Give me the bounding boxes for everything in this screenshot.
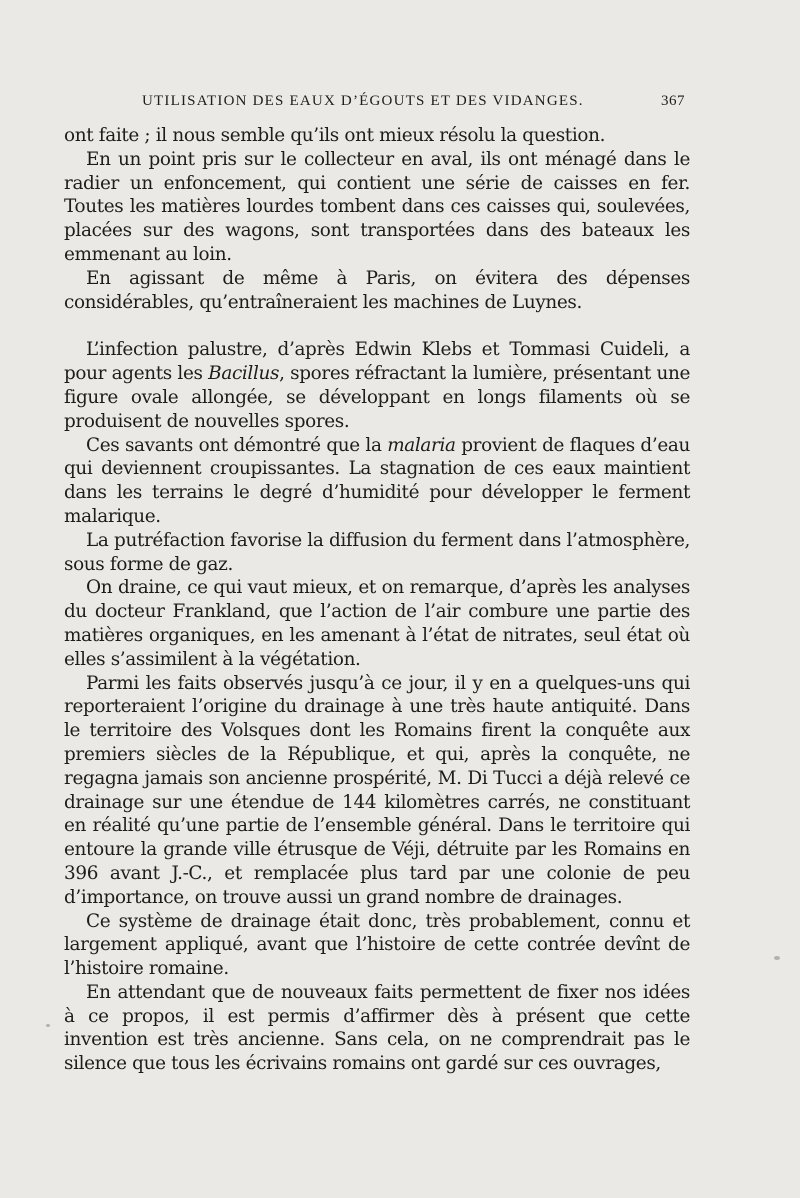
paragraph-invention: En attendant que de nouveaux faits permettent de fixer nos idées à ce propos, il est permis d’affirmer dès à présent que cette invention est très ancienne. Sans cela, on ne comprendrait pas le silence que tous les écrivains romains ont gardé sur ces ouvrages, — [64, 981, 690, 1075]
paragraph-system: Ce système de drainage était donc, très probablement, connu et largement appliqué, avant que l’histoire de cette contrée devînt de l’histoire romaine. — [64, 910, 690, 980]
paper-speck — [774, 956, 780, 960]
malaria-text-after: provient de flaques d’eau qui deviennent croupissantes. La stagnation de ces eaux maintient dans les terrains le degré d’humidité pour développer le ferment malarique. — [64, 434, 690, 527]
paragraph-collecteur: En un point pris sur le collecteur en aval, ils ont ménagé dans le radier un enfoncement, qui contient une série de caisses en fer. Toutes les matières lourdes tombent dans ces caisses qui, soulevées, placées sur des wagons, sont transportées dans des bateaux les emmenant au loin. — [64, 148, 690, 265]
malaria-italic: malaria — [387, 434, 456, 456]
infection-text-after: , spores réfractant la lumière, présentant une figure ovale allongée, se développant en longs filaments où se produisent de nouvelles spores. — [64, 363, 690, 432]
paragraph-malaria — [64, 434, 690, 529]
body-text — [64, 124, 690, 1076]
paragraph-paris: En agissant de même à Paris, on évitera des dépenses considérables, qu’entraîneraient les machines de Luynes. — [64, 267, 690, 313]
paragraph-antiquity: Parmi les faits observés jusqu’à ce jour, il y en a quelques-uns qui reporteraient l’origine du drainage à une très haute antiquité. Dans le territoire des Volsques dont les Romains firent la conquête aux premiers siècles de la République, et qui, après la conquête, ne regagna jamais son ancienne prospérité, M. Di Tucci a déjà relevé ce drainage sur une étendue de 144 kilomètres carrés, ne constituant en réalité qu’une partie de l’ensemble général. Dans le territoire qui entoure la grande ville étrusque de Véji, détruite par les Romains en 396 avant J.-C., et remplacée plus tard par une colonie de peu d’importance, on trouve aussi un grand nombre de drainages. — [64, 672, 690, 908]
page-number: 367 — [661, 93, 685, 109]
section-gap — [64, 314, 690, 338]
paragraph-infection — [64, 338, 690, 433]
running-header — [120, 93, 685, 115]
bacillus-italic: Bacillus — [208, 363, 280, 385]
paragraph-putrefaction: La putréfaction favorise la diffusion du ferment dans l’atmosphère, sous forme de gaz. — [64, 529, 690, 575]
paper-speck — [46, 1024, 50, 1027]
running-title: UTILISATION DES EAUX D’ÉGOUTS ET DES VIDANGES. — [142, 93, 584, 109]
malaria-text-before: Ces savants ont démontré que la — [86, 434, 388, 456]
paragraph-drainage: On draine, ce qui vaut mieux, et on remarque, d’après les analyses du docteur Frankland, que l’action de l’air combure une partie des matières organiques, en les amenant à l’état de nitrates, seul état où elles s’assimilent à la végétation. — [64, 577, 690, 670]
infection-text-before: L’infection palustre, d’après Edwin Klebs et Tommasi Cuideli, a pour agents les — [64, 339, 690, 385]
paragraph-continuation: ont faite ; il nous semble qu’ils ont mieux résolu la question. — [64, 125, 606, 146]
